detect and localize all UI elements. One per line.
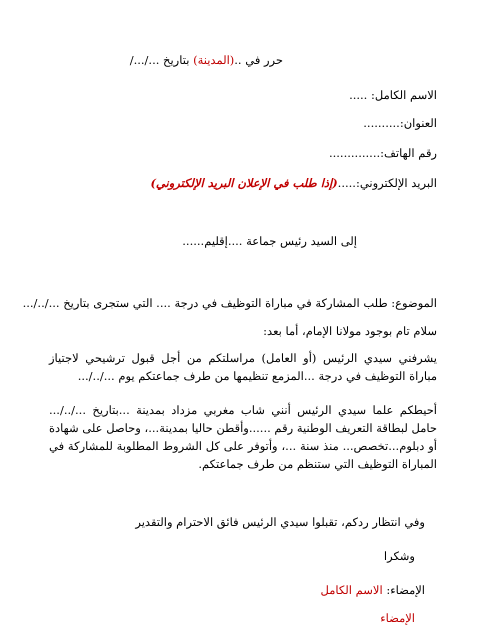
phone-field: رقم الهاتف:.............. (328, 146, 437, 160)
signature-placeholder: الإمضاء (380, 611, 415, 625)
paragraph-details: أحيطكم علما سيدي الرئيس أنني شاب مغربي مزداد بمدينة ...بتاريخ .../../... حامل لبطاقة التعريف الوطنية رقم ......وأقطن حاليا بمدينة...، وحاصل على شهادة أو دبلوم...تخصص... منذ سنة ...، وأتوفر على كل الشروط المطلوبة للمشاركة في المباراة التوظيف التي ستنظم من طرف جماعتكم. (49, 403, 437, 471)
email-field: البريد الإلكتروني:..... (337, 176, 437, 190)
date-line (130, 53, 283, 67)
thanks-line: وشكرا (383, 549, 415, 563)
email-line (150, 176, 437, 190)
email-note: (إذا طلب في الإعلان البريد الإلكتروني) (150, 176, 338, 190)
date-suffix: بتاريخ .../.../ (129, 53, 194, 67)
subject-line: الموضوع: طلب المشاركة في مباراة التوظيف في درجة .... التي ستجرى بتاريخ .../../... (22, 296, 437, 310)
signature-label: الإمضاء: (382, 583, 425, 597)
city-placeholder: (المدينة) (193, 53, 235, 67)
address-field: العنوان:.......... (363, 116, 437, 130)
recipient-line: إلى السيد رئيس جماعة ....إقليم...... (182, 234, 357, 248)
paragraph-application: يشرفني سيدي الرئيس (أو العامل) مراسلتكم من أجل قبول ترشيحي لاجتياز مباراة التوظيف في درجة ...المزمع تنظيمها من طرف جماعتكم يوم .../../... (49, 351, 437, 383)
date-prefix: حرر في .. (234, 53, 283, 67)
full-name-field: الاسم الكامل: ..... (349, 88, 437, 102)
greeting-line: سلام تام بوجود مولانا الإمام، أما بعد: (263, 324, 437, 338)
signature-line (321, 583, 425, 597)
closing-line: وفي انتظار ردكم، تقبلوا سيدي الرئيس فائق الاحترام والتقدير (135, 515, 425, 529)
signature-name: الاسم الكامل (320, 583, 383, 597)
